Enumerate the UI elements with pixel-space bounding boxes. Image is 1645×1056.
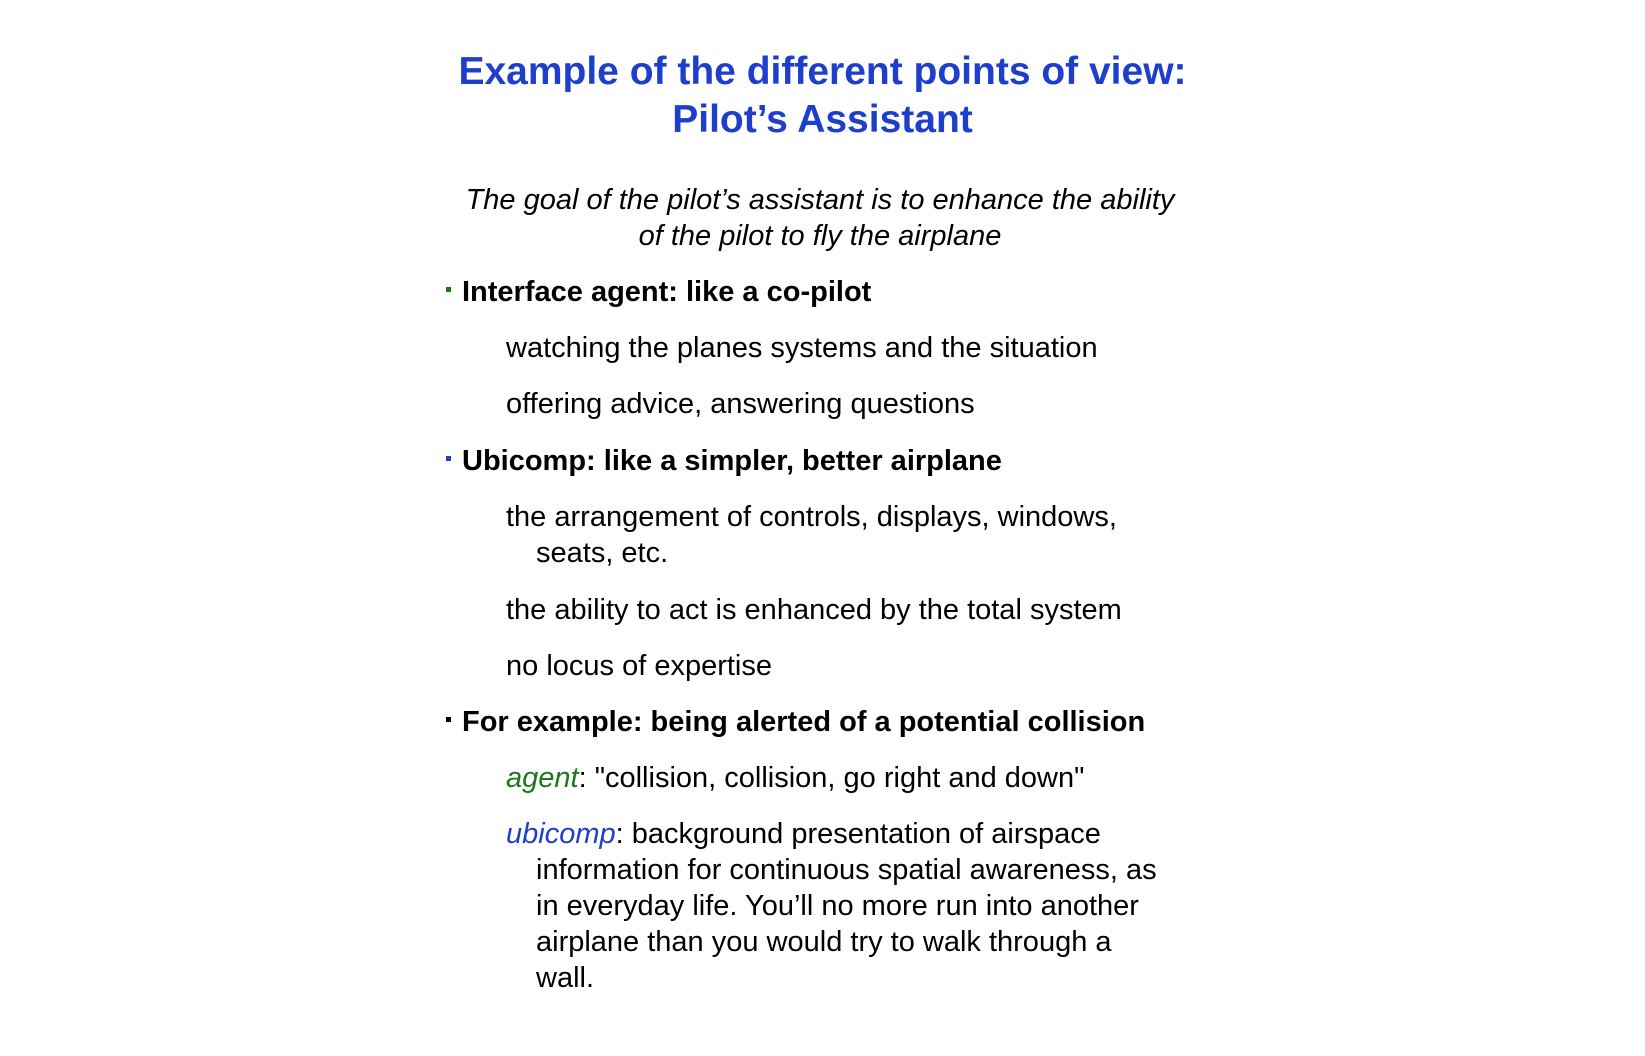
goal-line-2: of the pilot to fly the airplane (638, 220, 1002, 252)
goal-statement (410, 182, 1230, 254)
section-heading-example (446, 704, 1145, 740)
heading-text: Ubicomp: like a simpler, better airplane (462, 445, 1002, 477)
goal-line-1: The goal of the pilot’s assistant is to enhance the ability (465, 184, 1175, 216)
list-item: watching the planes systems and the situation (506, 332, 1098, 364)
bullet-icon (446, 287, 451, 292)
section-heading-interface-agent (446, 274, 871, 310)
list-item-agent: agent: "collision, collision, go right and down" (506, 762, 1085, 794)
section-heading-ubicomp (446, 443, 1002, 479)
bullet-icon (446, 456, 451, 461)
slide-title (0, 48, 1645, 144)
list-item: the ability to act is enhanced by the total system (506, 594, 1122, 626)
list-item: the arrangement of controls, displays, windows, seats, etc. (506, 501, 1117, 569)
agent-keyword: agent (506, 762, 579, 794)
title-line-1: Example of the different points of view: (458, 50, 1187, 93)
heading-text: Interface agent: like a co-pilot (462, 276, 872, 308)
bullet-icon (446, 717, 451, 722)
heading-text: For example: being alerted of a potential collision (462, 706, 1146, 738)
list-item-ubicomp: ubicomp: background presentation of airspace information for continuous spatial awareness, as in everyday life. You’ll no more run into another airplane than you would try to walk through a wall. (506, 818, 1157, 994)
list-item: offering advice, answering questions (506, 388, 975, 420)
list-item: no locus of expertise (506, 650, 772, 682)
ubicomp-keyword: ubicomp (506, 818, 616, 850)
title-line-2: Pilot’s Assistant (672, 98, 973, 141)
